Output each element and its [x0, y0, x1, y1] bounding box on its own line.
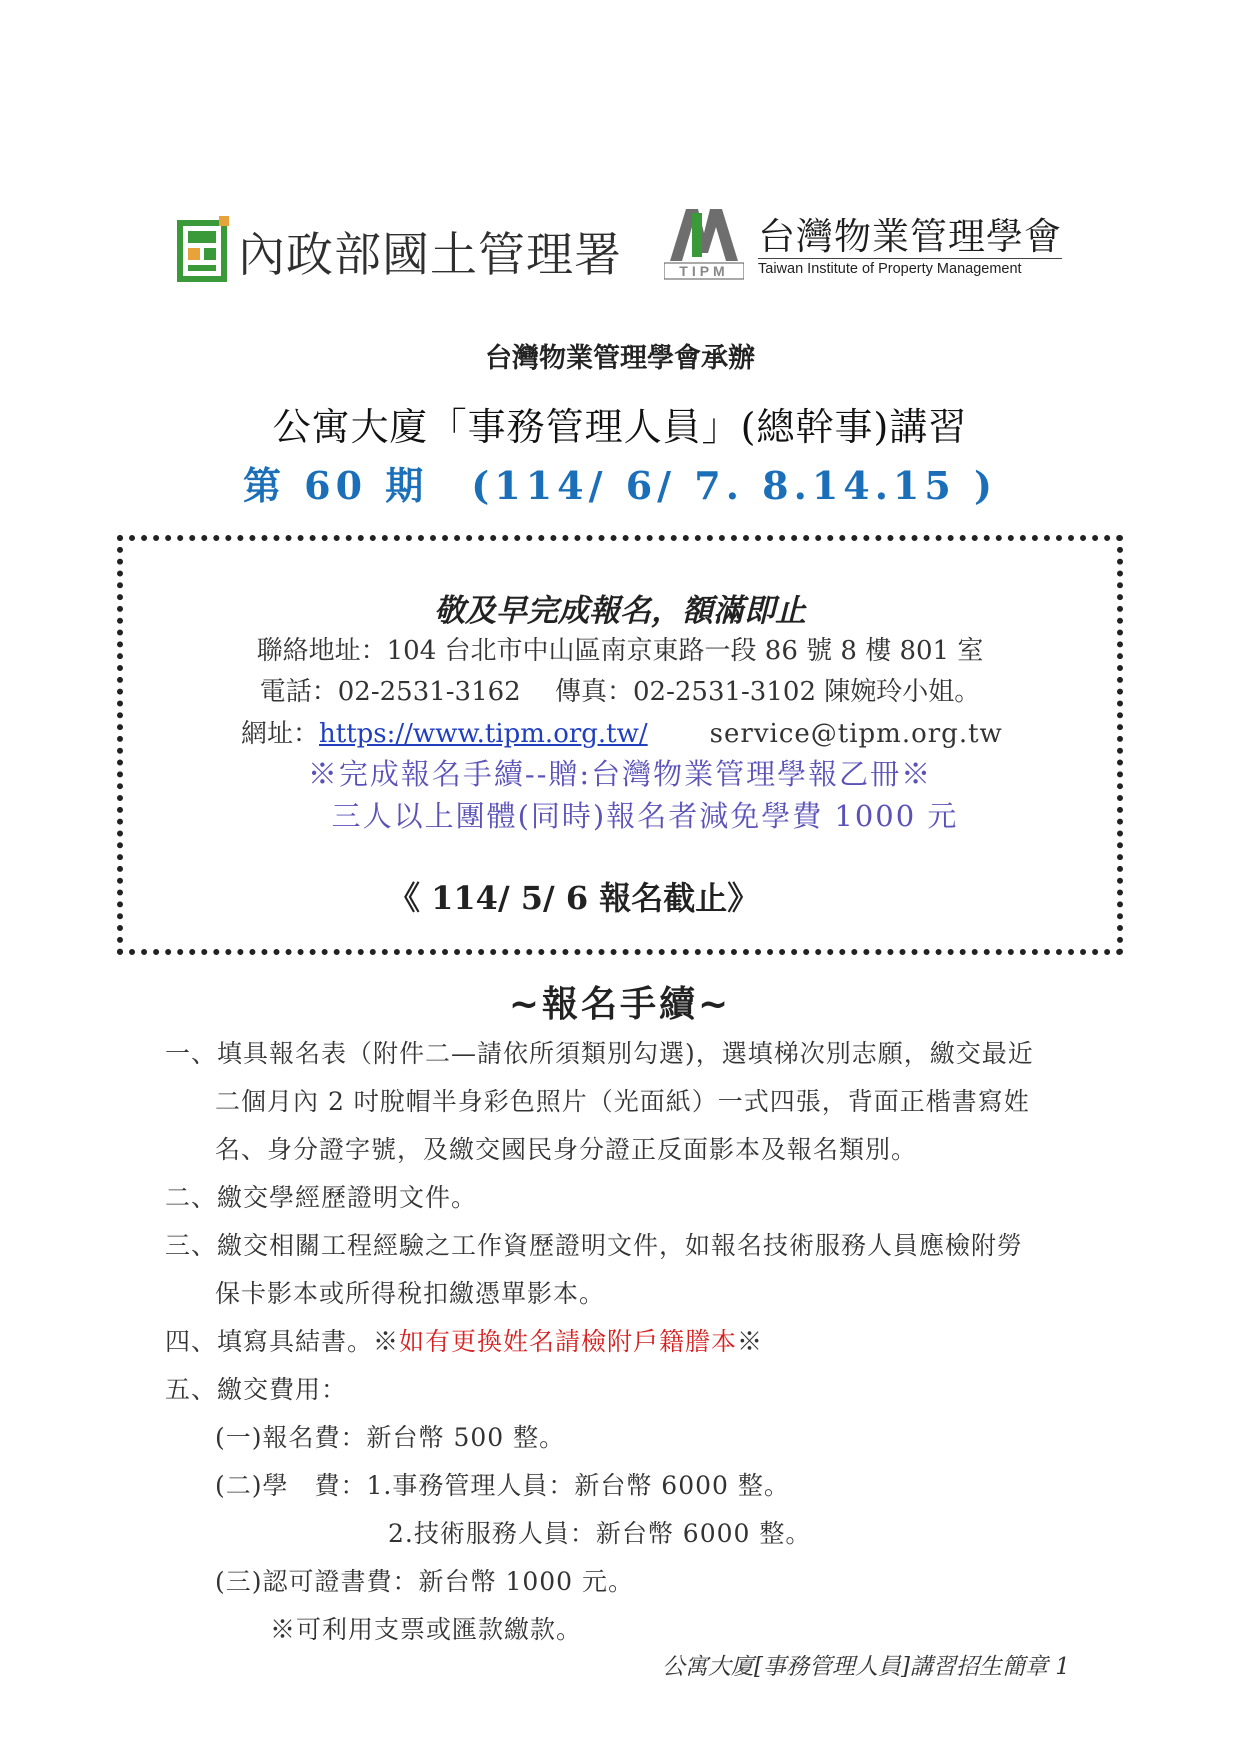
agency-logo: [175, 215, 622, 287]
step-4: [165, 1322, 763, 1358]
page-footer: 公寓大廈[事務管理人員]講習招生簡章 1: [662, 1654, 1070, 1680]
tipm-name-en: Taiwan Institute of Property Management: [758, 258, 1062, 277]
course-title: 公寓大廈「事務管理人員」(總幹事)講習: [272, 405, 968, 449]
tipm-logo: [664, 203, 1062, 283]
svg-text:TIPM: TIPM: [679, 263, 729, 279]
step-1-line-1: 一、填具報名表（附件二—請依所須類別勾選)，選填梯次別志願，繳交最近: [165, 1039, 1034, 1068]
step-5: 五、繳交費用：: [165, 1375, 348, 1404]
tipm-emblem-icon: [664, 203, 744, 281]
payment-note: ※可利用支票或匯款繳款。: [270, 1615, 583, 1644]
organizer-line: 台灣物業管理學會承辦: [485, 343, 755, 374]
step-3-line-2: 保卡影本或所得稅扣繳憑單影本。: [215, 1279, 606, 1308]
contact-email: service@tipm.org.tw: [709, 719, 1003, 749]
session-dates: 第 60 期 (114/ 6/ 7. 8.14.15 ): [242, 463, 998, 508]
gift-note: ※完成報名手續--贈:台灣物業管理學報乙冊※: [307, 757, 933, 791]
step-1-line-2: 二個月內 2 吋脫帽半身彩色照片（光面紙）一式四張，背面正楷書寫姓: [215, 1087, 1030, 1116]
agency-name: 內政部國土管理署: [238, 227, 622, 283]
step-3-line-1: 三、繳交相關工程經驗之工作資歷證明文件，如報名技術服務人員應檢附勞: [165, 1231, 1024, 1260]
registration-deadline: 《 114/ 5/ 6 報名截止》: [388, 879, 760, 917]
tipm-name-cn: 台灣物業管理學會: [758, 215, 1062, 258]
website-link[interactable]: https://www.tipm.org.tw/: [319, 719, 648, 749]
fee-tuition: (二)學 費：1.事務管理人員：新台幣 6000 整。: [215, 1471, 790, 1500]
step-4-prefix: 四、填寫具結書。※: [165, 1327, 400, 1356]
fee-tuition-technical: 2.技術服務人員：新台幣 6000 整。: [388, 1519, 812, 1548]
step-2: 二、繳交學經歷證明文件。: [165, 1183, 478, 1212]
notice-headline: 敬及早完成報名，額滿即止: [434, 593, 806, 629]
contact-phone: 電話：02-2531-3162 傳真：02-2531-3102 陳婉玲小姐。: [259, 677, 981, 707]
procedure-title: ~報名手續~: [508, 984, 732, 1025]
agency-emblem-icon: [175, 216, 230, 286]
step-4-suffix: ※: [737, 1327, 764, 1356]
contact-web: [241, 713, 1003, 750]
name-change-warning: 如有更換姓名請檢附戶籍謄本: [399, 1327, 738, 1356]
group-discount-note: 三人以上團體(同時)報名者減免學費 1000 元: [331, 799, 959, 833]
step-1-line-3: 名、身分證字號，及繳交國民身分證正反面影本及報名類別。: [215, 1135, 918, 1164]
contact-address: 聯絡地址：104 台北市中山區南京東路一段 86 號 8 樓 801 室: [256, 636, 984, 666]
fee-certificate: (三)認可證書費：新台幣 1000 元。: [215, 1567, 635, 1596]
web-label: 網址：: [241, 719, 320, 749]
fee-registration: (一)報名費：新台幣 500 整。: [215, 1423, 566, 1452]
